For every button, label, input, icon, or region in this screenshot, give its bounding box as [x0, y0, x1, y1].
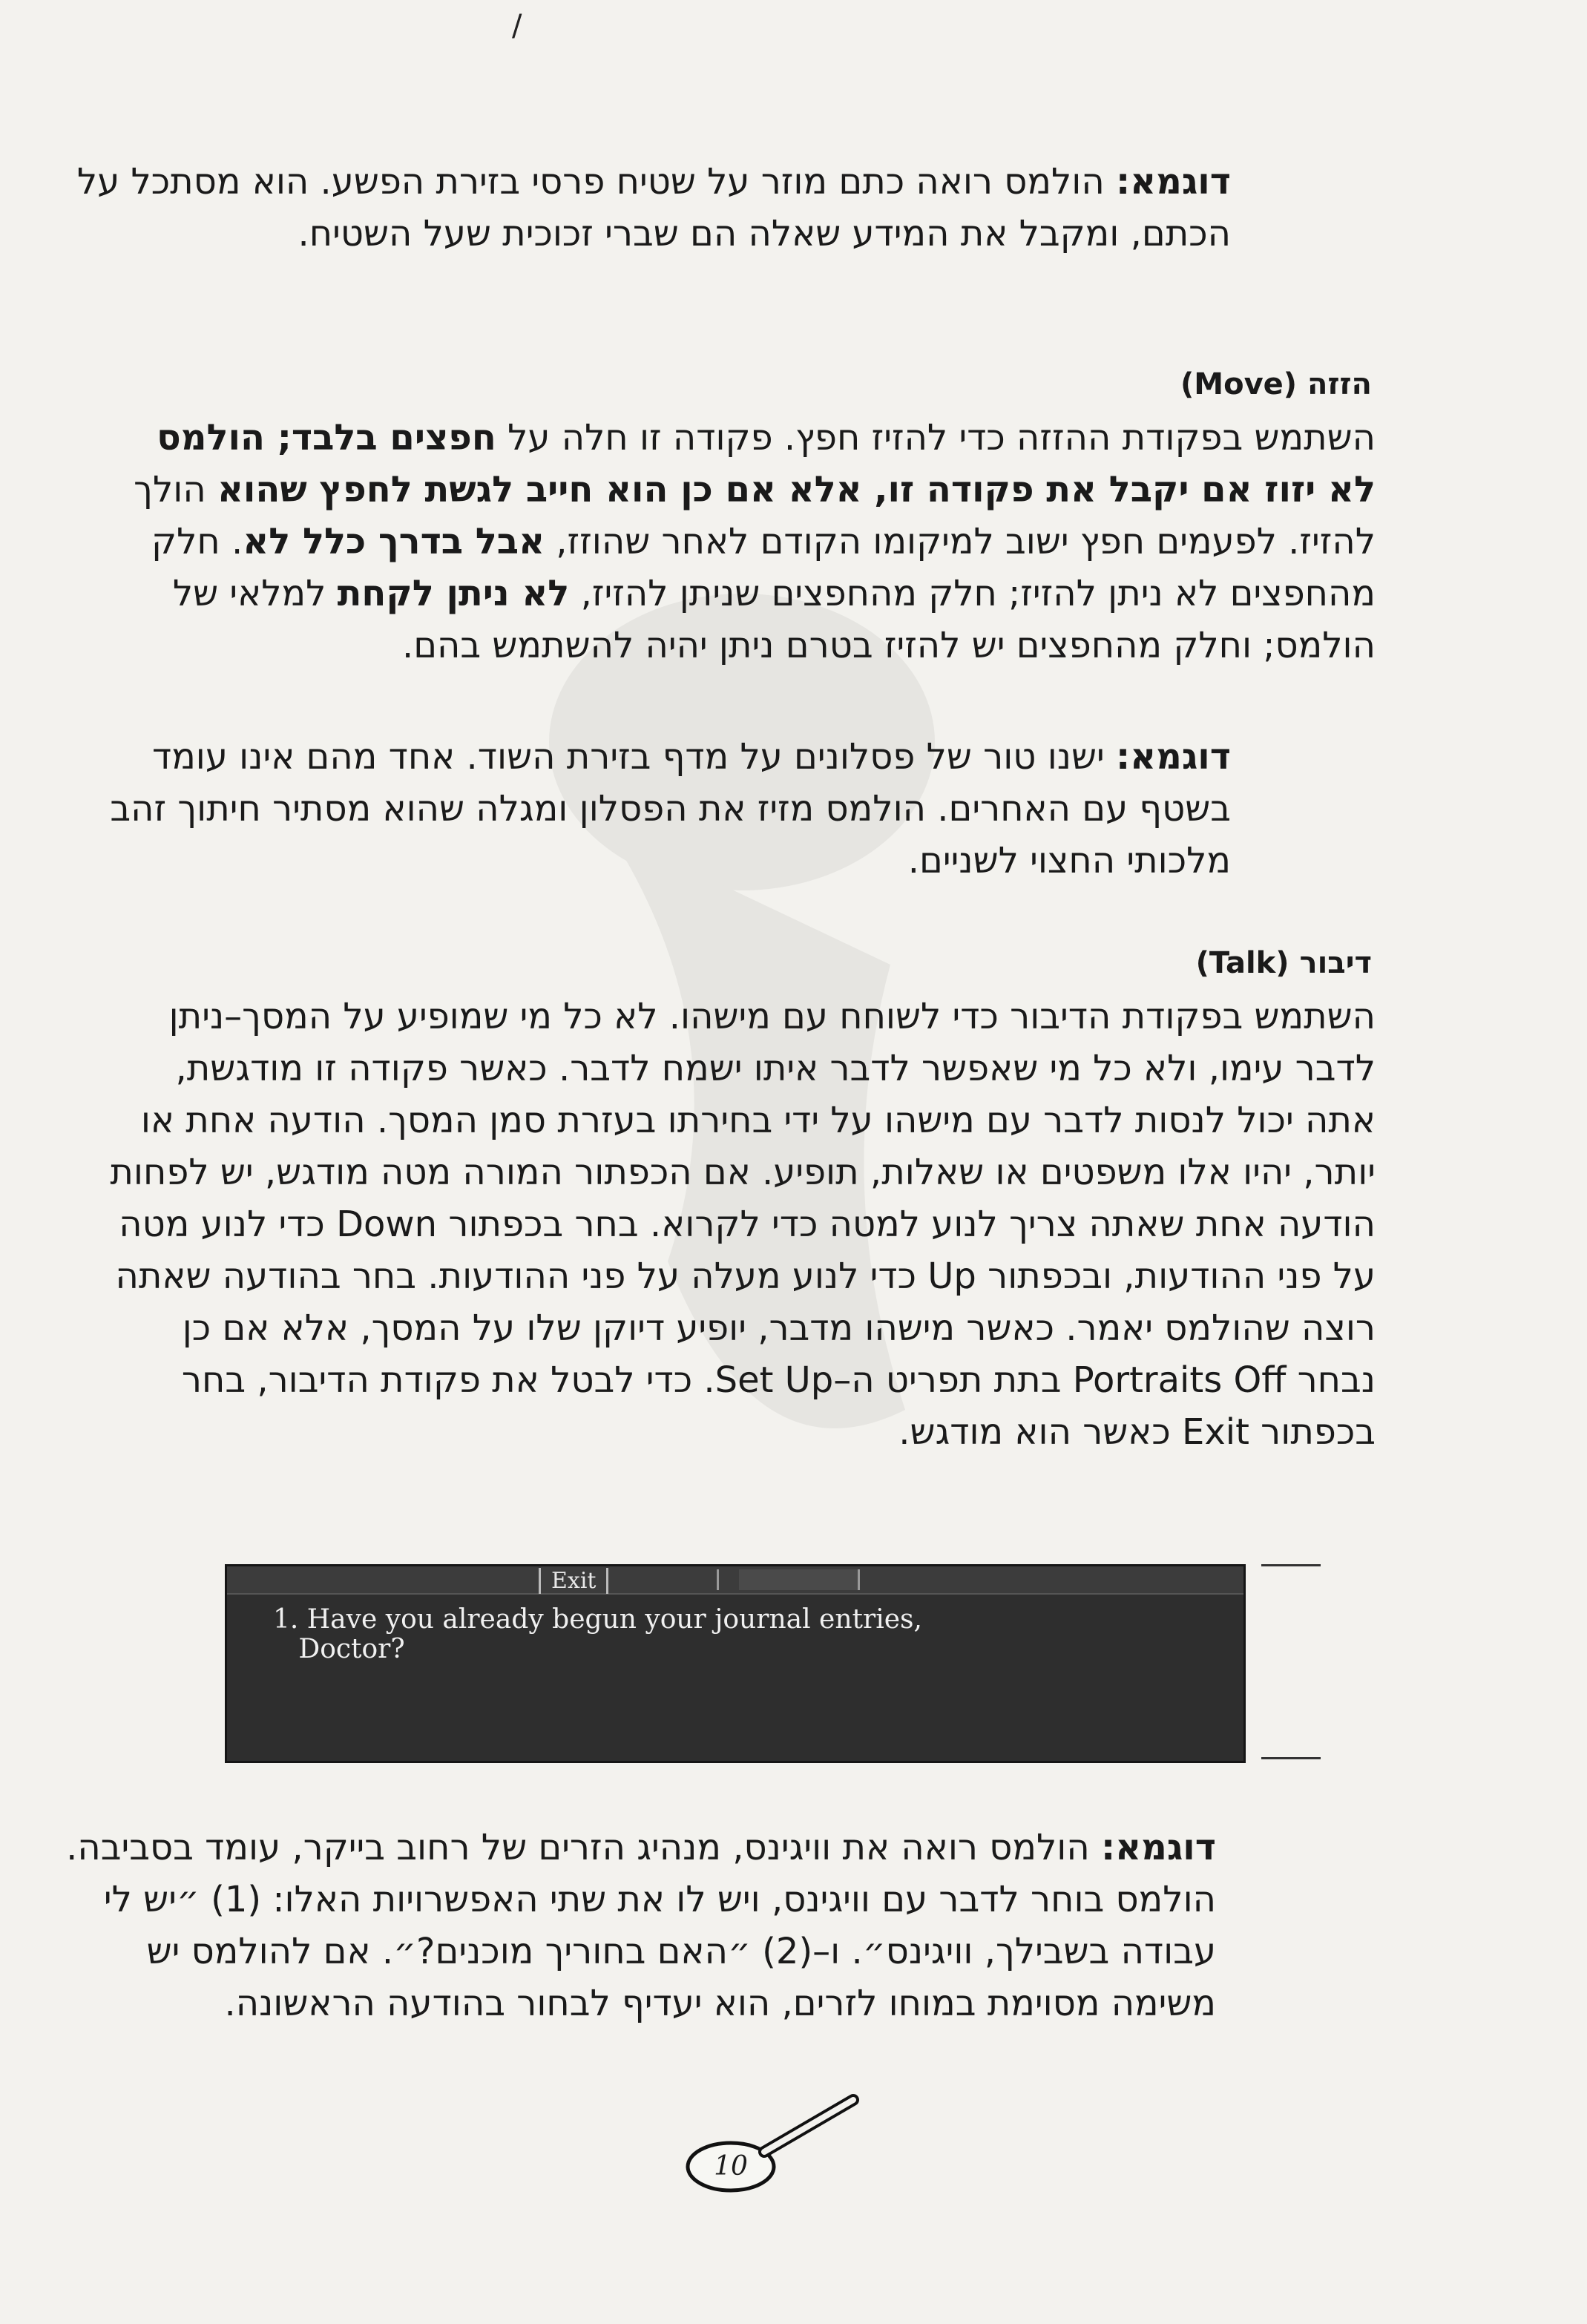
section-title-talk: דיבור (Talk): [1195, 946, 1372, 980]
example-1: [73, 156, 1231, 260]
game-dialog-screenshot: [225, 1564, 1246, 1763]
up-button[interactable]: [643, 1569, 719, 1590]
example-2-text: ישנו טור של פסלונים על מדף בזירת השוד. אחד מהם אינו עומד בשטף עם האחרים. הולמס מזיז את הפסלון ומגלה שהוא מסתיר חיתוך זהב מלכותי החצוי לשניים.: [110, 736, 1231, 882]
move-bold-a: חפצים בלבד; הולמס לא יזוז אם יקבל את פקודה זו, אלא אם כן הוא חייב לגשת לחפץ שהוא: [157, 417, 1376, 511]
dialog-line-1[interactable]: 1. Have you already begun your journal entries,: [273, 1604, 922, 1635]
page-number: 10: [714, 2151, 748, 2182]
stray-mark: /: [512, 9, 522, 43]
example-2: [73, 731, 1231, 887]
rule-bottom-right: [1261, 1757, 1321, 1759]
example-1-text: הולמס רואה כתם מוזר על שטיח פרסי בזירת הפשע. הוא מסתכל על הכתם, ומקבל את המידע שאלה הם שברי זכוכית שעל השטיח.: [76, 161, 1231, 255]
move-text-c: . חלק מהחפצים לא ניתן להזיז; חלק מהחפצים שניתן להזיז,: [151, 521, 1376, 614]
move-paragraph: [107, 412, 1376, 672]
game-menu-bar: [227, 1566, 1243, 1595]
example-3-text: הולמס רואה את וויגינס, מנהיג הזרים של רחוב בייקר, עומד בסביבה. הולמס בוחר לדבר עם וויגינס, ויש לו את שתי האפשרויות האלו: (1) ״יש לי עבודה בשבילך, וויגינס״. ו–(2) ״האם בחוריך מוכנים?״. אם להולמס יש משימה מסוימת במוחו לזרים, הוא יעדיף לבחור בהודעה הראשונה.: [66, 1827, 1216, 2024]
example-3-label: דוגמא:: [1100, 1827, 1216, 1868]
example-3: [59, 1822, 1216, 2029]
example-2-label: דוגמא:: [1115, 736, 1231, 778]
move-text-a: השתמש בפקודת ההזזה כדי להזיז חפץ. פקודה זו חלה על: [496, 417, 1376, 459]
example-1-label: דוגמא:: [1115, 161, 1231, 203]
down-button[interactable]: [739, 1569, 860, 1590]
move-text-d: למלאי של הולמס; וחלק מהחפצים יש להזיז בטרם ניתן יהיה להשתמש בהם.: [172, 573, 1376, 666]
move-text-b: הולך להזיז. לפעמים חפץ ישוב למיקומו הקודם לאחר שהוזז,: [134, 469, 1376, 562]
dialog-line-2[interactable]: Doctor?: [273, 1634, 405, 1664]
rule-top-right: [1261, 1564, 1321, 1566]
section-title-move: הזזה (Move): [1180, 367, 1372, 401]
talk-paragraph: השתמש בפקודת הדיבור כדי לשוחח עם מישהו. לא כל מי שמופיע על המסך–ניתן לדבר עימו, ולא כל מי שאפשר לדבר איתו ישמח לדבר. כאשר פקודה זו מודגשת, אתה יכול לנסות לדבר עם מישהו על ידי בחירתו בעזרת סמן המסך. הודעה אחת או יותר, יהיו אלו משפטים או שאלות, תופיע. אם הכפתור המורה מטה מודגש, יש לפחות הודעה אחת שאתה צריך לנוע למטה כדי לקרוא. בחר בכפתור Down כדי לנוע מטה על פני ההודעות, ובכפתור Up כדי לנוע מעלה על פני ההודעות. בחר בהודעה שאתה רוצה שהולמס יאמר. כאשר מישהו מדבר, יופיע דיוקן שלו על המסך, אלא אם כן נבחר Portraits Off בתת תפריט ה–Set Up. כדי לבטל את פקודת הדיבור, בחר בכפתור Exit כאשר הוא מודגש.: [110, 996, 1376, 1453]
move-bold-c: לא ניתן לקחת: [337, 573, 570, 614]
exit-button[interactable]: Exit: [539, 1568, 608, 1594]
page-number-badge: [675, 2085, 868, 2196]
move-bold-b: אבל בדרך כלל לא: [243, 521, 545, 562]
